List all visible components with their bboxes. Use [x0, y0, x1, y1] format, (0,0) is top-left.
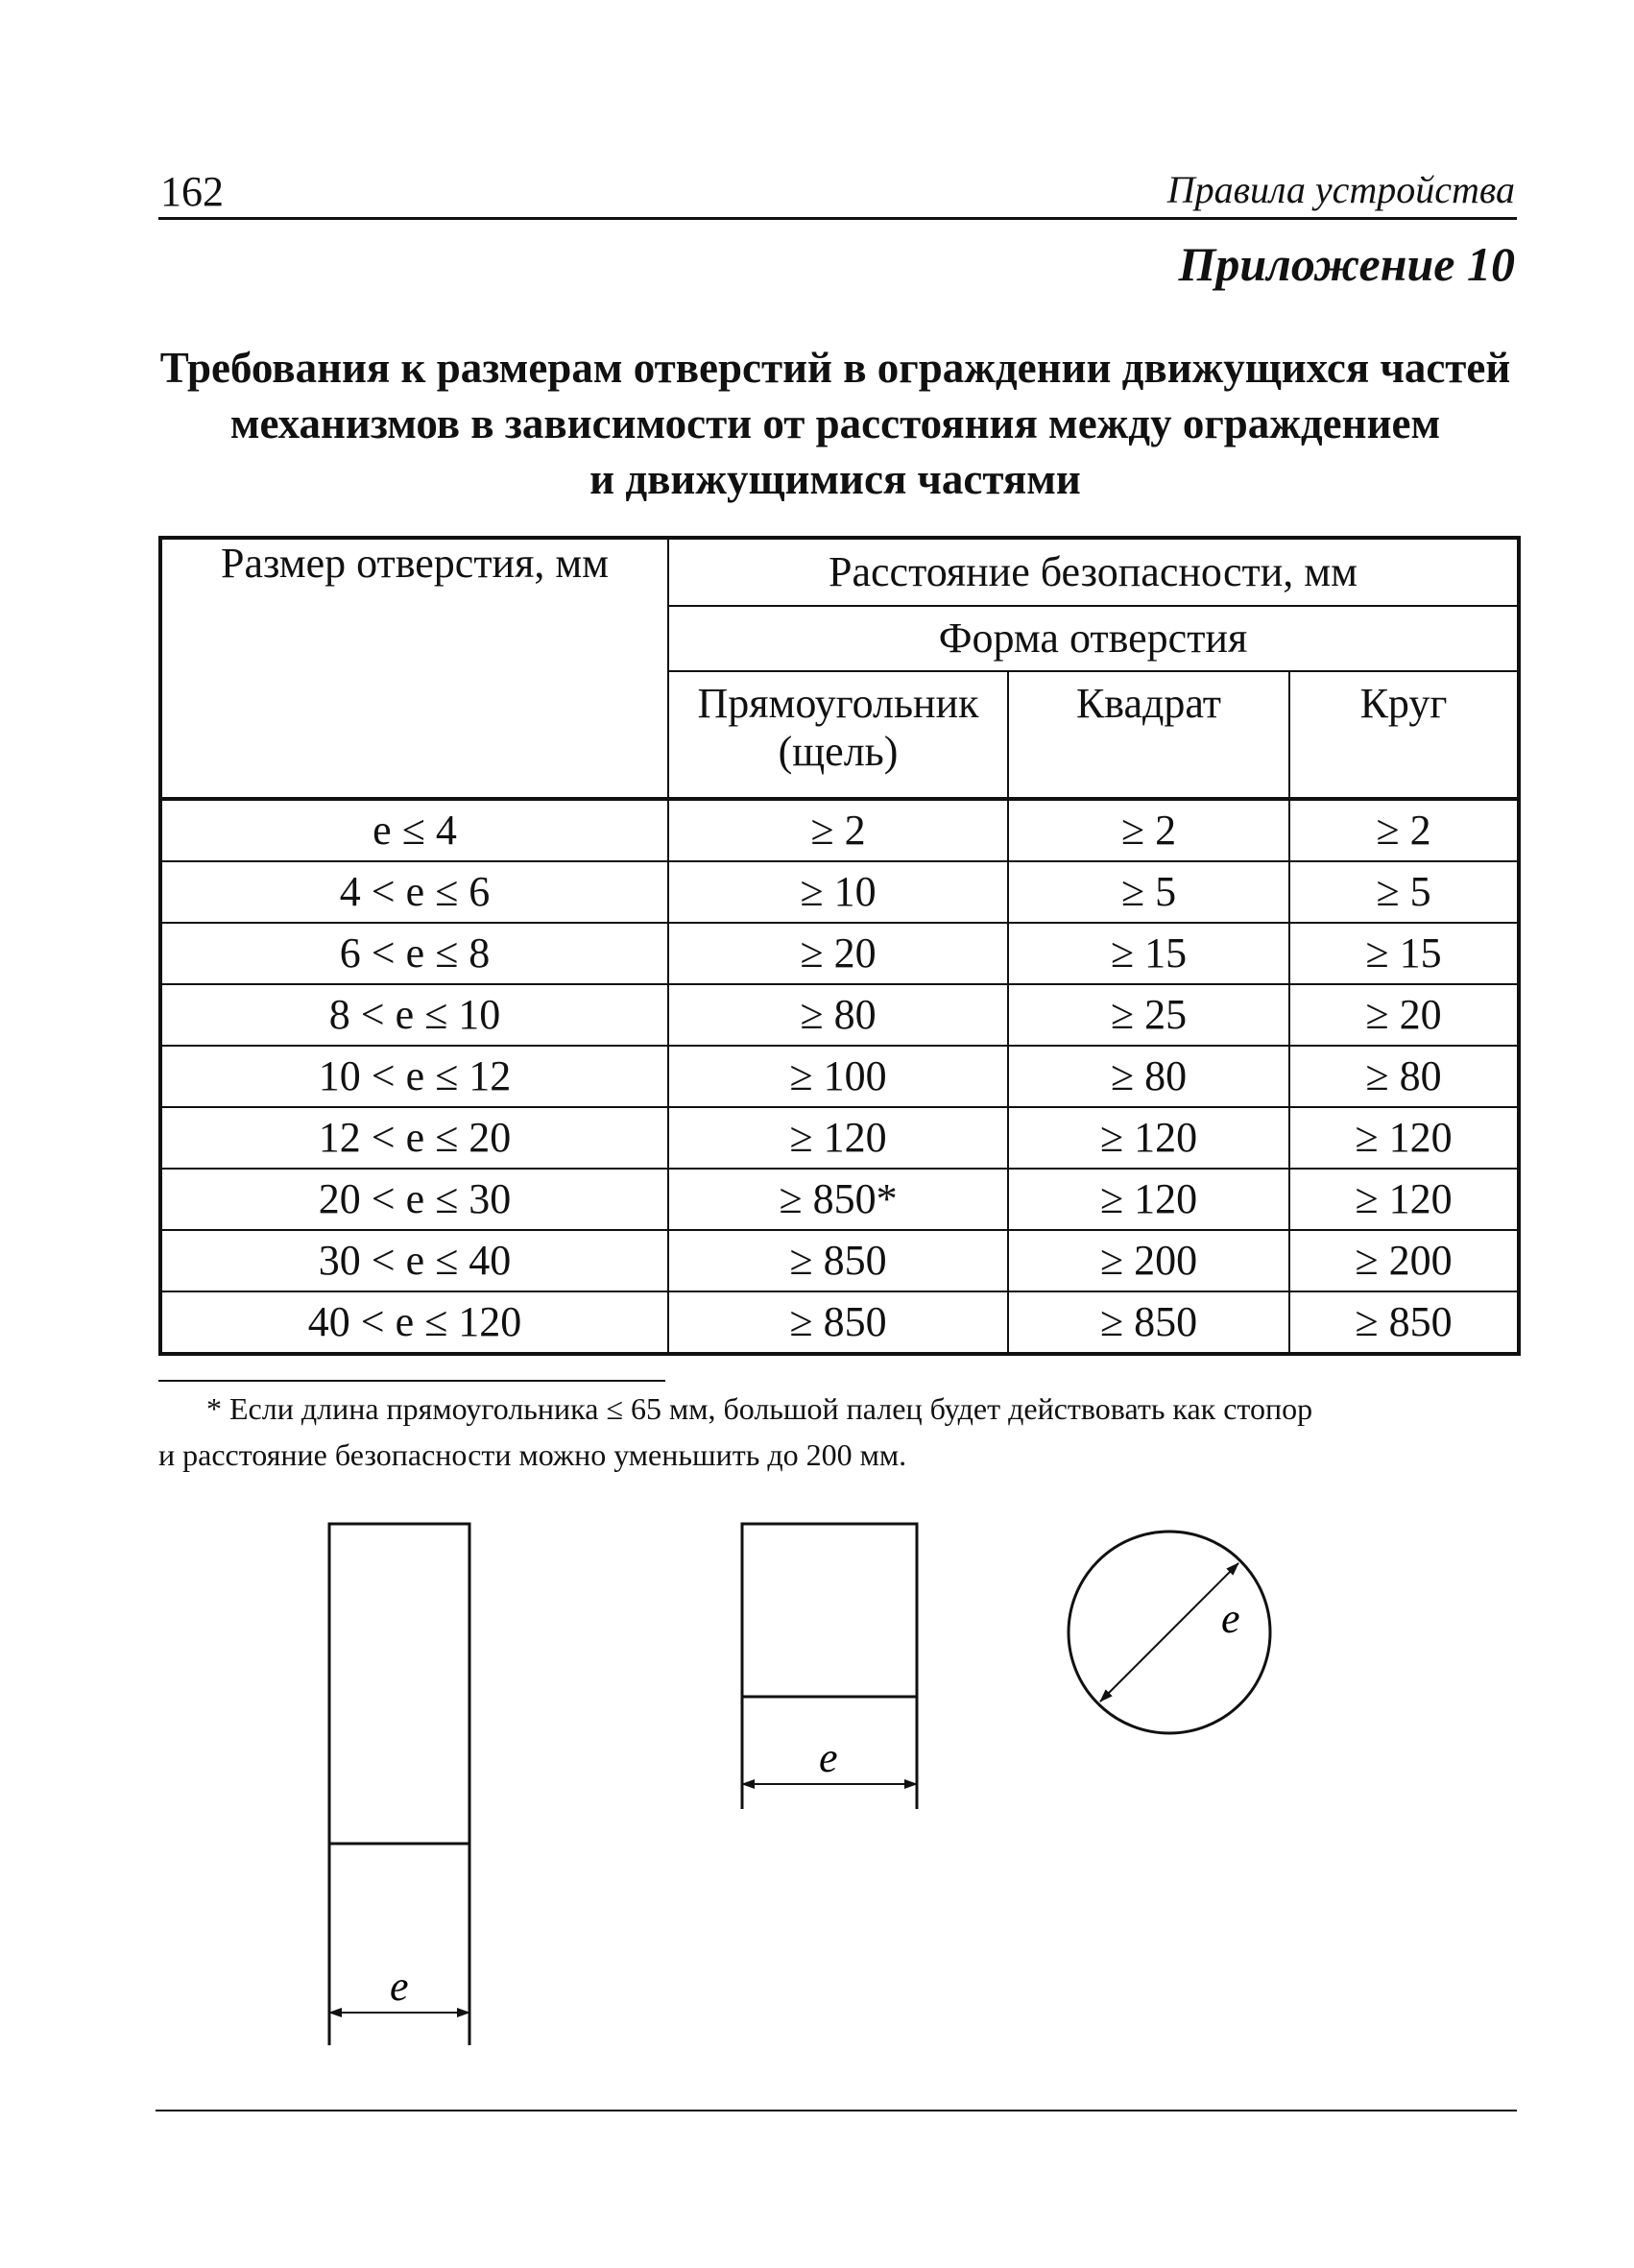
cell-rect: ≥ 80 — [668, 984, 1008, 1046]
rectangle-slot-upper — [329, 1524, 469, 1844]
cell-size: 4 < e ≤ 6 — [160, 861, 668, 923]
cell-rect: ≥ 20 — [668, 923, 1008, 984]
cell-size: 20 < e ≤ 30 — [160, 1169, 668, 1230]
circle-e-label: e — [1221, 1595, 1240, 1642]
running-title: Правила устройства — [1166, 168, 1515, 211]
header-square: Квадрат — [1008, 671, 1289, 799]
rectangle-slot-lower — [329, 1844, 469, 2045]
cell-rect: ≥ 2 — [668, 799, 1008, 861]
title-line: механизмов в зависимости от расстояния между ограждением — [229, 399, 1441, 447]
cell-size: 8 < e ≤ 10 — [160, 984, 668, 1046]
cell-rect: ≥ 120 — [668, 1107, 1008, 1169]
circle-figure — [1069, 1532, 1270, 1733]
appendix-label: Приложение 10 — [1178, 237, 1515, 291]
cell-square: ≥ 80 — [1008, 1046, 1289, 1107]
header-opening-shape: Форма отверстия — [668, 606, 1519, 671]
footnote-line: и расстояние безопасности можно уменьшить до 200 мм. — [158, 1437, 907, 1472]
cell-circle: ≥ 120 — [1289, 1169, 1519, 1230]
rectangle-slot-figure — [329, 1524, 469, 2045]
cell-size: 6 < e ≤ 8 — [160, 923, 668, 984]
cell-square: ≥ 2 — [1008, 799, 1289, 861]
header-circle: Круг — [1289, 671, 1519, 799]
cell-rect: ≥ 850* — [668, 1169, 1008, 1230]
cell-rect: ≥ 10 — [668, 861, 1008, 923]
cell-rect: ≥ 850 — [668, 1291, 1008, 1354]
cell-size: 10 < e ≤ 12 — [160, 1046, 668, 1107]
cell-square: ≥ 5 — [1008, 861, 1289, 923]
cell-circle: ≥ 200 — [1289, 1230, 1519, 1291]
cell-size: e ≤ 4 — [160, 799, 668, 861]
cell-circle: ≥ 15 — [1289, 923, 1519, 984]
circle-diameter-dimension — [1100, 1563, 1238, 1701]
cell-circle: ≥ 120 — [1289, 1107, 1519, 1169]
bottom-rule — [156, 2110, 1517, 2111]
cell-circle: ≥ 850 — [1289, 1291, 1519, 1354]
cell-square: ≥ 200 — [1008, 1230, 1289, 1291]
title-line: Требования к размерам отверстий в ограждении движущихся частей — [159, 344, 1511, 392]
square-figure — [742, 1524, 917, 1809]
cell-rect: ≥ 100 — [668, 1046, 1008, 1107]
header-safety-distance: Расстояние безопасности, мм — [668, 538, 1519, 606]
header-opening-size: Размер отверстия, мм — [160, 538, 668, 799]
cell-rect: ≥ 850 — [668, 1230, 1008, 1291]
cell-size: 40 < e ≤ 120 — [160, 1291, 668, 1354]
header-rectangle-line1: Прямоугольник — [697, 680, 979, 727]
footnote-line: * Если длина прямоугольника ≤ 65 мм, большой палец будет действовать как стопор — [206, 1391, 1313, 1426]
header-rectangle-line2: (щель) — [778, 728, 899, 775]
rectangle-e-label: e — [390, 1963, 409, 2010]
cell-size: 12 < e ≤ 20 — [160, 1107, 668, 1169]
cell-circle: ≥ 80 — [1289, 1046, 1519, 1107]
page-number: 162 — [160, 168, 224, 215]
square-shape — [742, 1524, 917, 1697]
cell-circle: ≥ 2 — [1289, 799, 1519, 861]
cell-square: ≥ 120 — [1008, 1169, 1289, 1230]
square-e-label: e — [819, 1734, 838, 1781]
title-line: и движущимися частями — [589, 455, 1081, 503]
cell-circle: ≥ 5 — [1289, 861, 1519, 923]
cell-square: ≥ 25 — [1008, 984, 1289, 1046]
cell-square: ≥ 850 — [1008, 1291, 1289, 1354]
cell-size: 30 < e ≤ 40 — [160, 1230, 668, 1291]
cell-square: ≥ 120 — [1008, 1107, 1289, 1169]
cell-square: ≥ 15 — [1008, 923, 1289, 984]
cell-circle: ≥ 20 — [1289, 984, 1519, 1046]
